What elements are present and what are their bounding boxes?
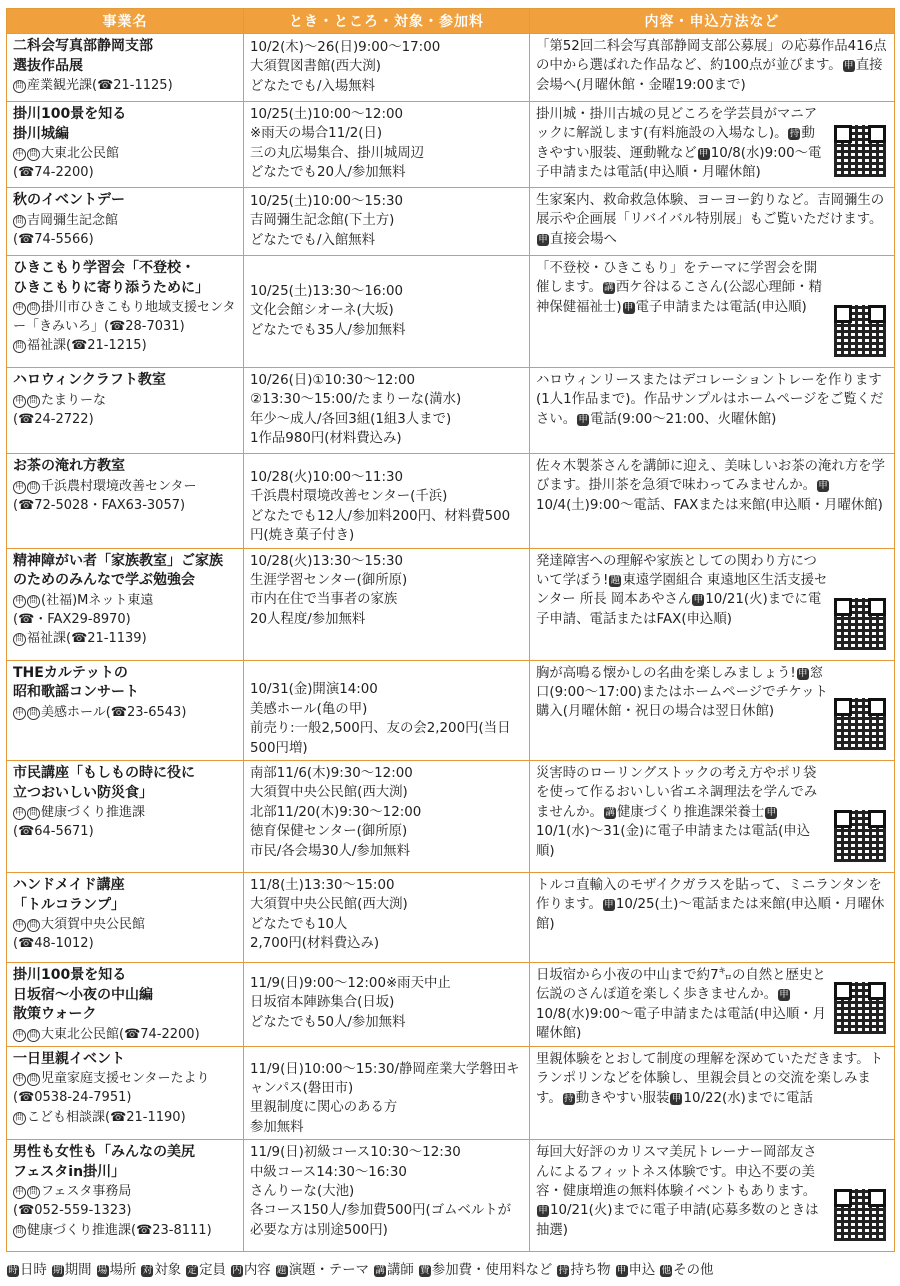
organizer-text: 健康づくり推進課(☎23-8111) — [27, 1222, 212, 1238]
organizer-line — [13, 1108, 237, 1127]
organizer-text: (☎48-1012) — [13, 936, 94, 952]
organizer-line — [13, 230, 237, 249]
qr-code-icon[interactable] — [834, 698, 886, 750]
event-name-cell — [7, 873, 244, 963]
info-line: どなたでも/入場無料 — [250, 78, 376, 94]
organizer-line — [13, 822, 237, 841]
event-name-cell — [7, 963, 244, 1047]
mark-apply-icon: 申 — [13, 481, 26, 494]
table-row — [7, 1140, 895, 1252]
organizer-line — [13, 803, 237, 822]
organizer-text: 吉岡彌生記念館 — [27, 212, 119, 228]
content-text: 10/8(水)9:00～電子申請または電話(申込順・月曜休館) — [536, 145, 822, 181]
mark-inquiry-icon: 問 — [27, 807, 40, 820]
organizer-line — [13, 1182, 237, 1201]
organizer-text: 大須賀中央公民館 — [41, 917, 146, 933]
legend-item — [230, 1263, 271, 1278]
event-title: フェスタin掛川」 — [13, 1163, 126, 1180]
content-text: 里親体験をとおして制度の理解を深めていただきます。トランポリンなどを体験し、里親会員との交流を楽しみます。 — [536, 1051, 884, 1106]
mark-inquiry-icon: 問 — [13, 633, 26, 646]
event-content-cell — [530, 873, 895, 963]
info-line: 徳育保健センター(御所原) — [250, 824, 408, 840]
content-text: 10/8(水)9:00～電子申請または電話(申込順・月曜休館) — [536, 1006, 827, 1042]
mark-apply-icon: 申 — [13, 1186, 26, 1199]
mark-申-icon: 申 — [818, 480, 828, 492]
mark-apply-icon: 申 — [13, 595, 26, 608]
legend-mark-icon: 対 — [142, 1265, 153, 1276]
legend-label: その他 — [673, 1263, 714, 1278]
legend-item — [96, 1263, 137, 1278]
content-text: 10/4(土)9:00～電話、FAXまたは来館(申込順・月曜休館) — [536, 497, 883, 513]
info-line: 美感ホール(亀の甲) — [250, 701, 368, 717]
content-text: 「第52回二科会写真部静岡支部公募展」の応募作品416点の中から選ばれた作品など、約100点が並びます。 — [536, 39, 887, 74]
mark-申-icon: 申 — [538, 233, 548, 245]
mark-inquiry-icon: 問 — [27, 302, 40, 315]
mark-inquiry-icon: 問 — [13, 80, 26, 93]
event-title: 「トルコランプ」 — [13, 896, 125, 913]
mark-apply-icon: 申 — [13, 1073, 26, 1086]
legend-label: 内容 — [243, 1263, 271, 1278]
qr-code-icon[interactable] — [834, 598, 886, 650]
content-text: 生家案内、救命救急体験、ヨーヨー釣りなど。吉岡彌生の展示や企画展「リバイバル特別展」もご覧いただけます。 — [536, 193, 885, 228]
info-line: 生涯学習センター(御所原) — [250, 572, 408, 588]
info-line: どなたでも20人/参加無料 — [250, 165, 406, 181]
info-line: 各コース150人/参加費500円(ゴムベルトが必要な方は別途500円) — [250, 1203, 512, 1238]
event-name-cell — [7, 548, 244, 660]
legend-label: 定員 — [199, 1263, 226, 1278]
event-title: 掛川100景を知る — [13, 106, 127, 122]
table-row — [7, 660, 895, 761]
table-row — [7, 1046, 895, 1140]
legend-mark-icon: 申 — [616, 1265, 627, 1276]
organizer-line — [13, 915, 237, 934]
organizer-line — [13, 629, 237, 648]
legend-label: 申込 — [628, 1263, 656, 1278]
content-text: 電子申請または電話(申込順) — [635, 299, 807, 315]
info-line: 大須賀図書館(西大渕) — [250, 59, 381, 75]
mark-申-icon: 申 — [693, 594, 704, 606]
table-row — [7, 256, 895, 368]
mark-申-icon: 申 — [578, 413, 588, 425]
content-text: 直接会場へ(月曜休館・金曜19:00まで) — [536, 58, 883, 93]
legend-label: 対象 — [154, 1263, 182, 1278]
organizer-text: (社福)Mネット東遠 — [41, 592, 154, 608]
event-info-cell — [244, 368, 530, 454]
event-info-cell — [244, 761, 530, 873]
organizer-line — [13, 211, 237, 230]
event-title: 日坂宿～小夜の中山編 — [13, 986, 153, 1003]
legend-label: 持ち物 — [570, 1263, 611, 1278]
legend-mark-icon: 持 — [558, 1265, 569, 1276]
organizer-text: たまりーな — [41, 392, 107, 408]
event-name-cell — [7, 454, 244, 549]
info-line: 11/9(日)初級コース10:30～12:30 — [250, 1145, 461, 1161]
info-line: 吉岡彌生記念館(下土方) — [250, 213, 395, 229]
mark-inquiry-icon: 問 — [27, 395, 40, 408]
legend — [6, 1262, 894, 1280]
legend-item — [275, 1263, 369, 1278]
qr-code-icon[interactable] — [834, 1189, 886, 1241]
event-info-cell — [244, 34, 530, 102]
table-row — [7, 761, 895, 873]
legend-label: 演題・テーマ — [288, 1263, 370, 1278]
table-row — [7, 963, 895, 1047]
mark-申-icon: 申 — [623, 301, 634, 313]
legend-mark-icon: 時 — [8, 1265, 18, 1276]
content-text: 発達障害への理解や家族としての関わり方について学ぼう! — [536, 553, 817, 588]
mark-申-icon: 申 — [698, 147, 709, 159]
event-content-cell — [530, 548, 895, 660]
organizer-line — [13, 410, 237, 429]
legend-item — [373, 1263, 414, 1278]
event-info-cell — [244, 1046, 530, 1140]
info-line: 10/25(土)10:00～12:00 — [250, 107, 403, 122]
header-content: 内容・申込方法など — [530, 9, 895, 34]
mark-inquiry-icon: 問 — [27, 148, 40, 161]
mark-inquiry-icon: 問 — [27, 481, 40, 494]
organizer-line — [13, 144, 237, 163]
event-content-cell — [530, 188, 895, 256]
info-line: 20人程度/参加無料 — [250, 611, 366, 627]
mark-apply-icon: 申 — [13, 707, 26, 720]
qr-code-icon[interactable] — [834, 810, 886, 862]
qr-code-icon[interactable] — [834, 125, 886, 177]
event-name-cell — [7, 256, 244, 368]
organizer-line — [13, 934, 237, 953]
event-content-cell — [530, 963, 895, 1047]
legend-item — [51, 1263, 92, 1278]
mark-申-icon: 申 — [766, 806, 776, 818]
event-title: ひきこもりに寄り添うために」 — [13, 279, 209, 296]
mark-申-icon: 申 — [779, 989, 789, 1001]
content-text: 動きやすい服装 — [575, 1090, 670, 1106]
event-info-cell — [244, 1140, 530, 1252]
mark-apply-icon: 申 — [13, 919, 26, 932]
table-row — [7, 102, 895, 188]
info-line: さんりーな(大池) — [250, 1184, 355, 1200]
organizer-line — [13, 336, 237, 355]
info-line: 10/2(木)～26(日)9:00～17:00 — [250, 39, 441, 55]
mark-申-icon: 申 — [798, 667, 808, 679]
mark-inquiry-icon: 問 — [13, 1225, 26, 1238]
info-line: 前売り:一般2,500円、友の会2,200円(当日500円増) — [250, 721, 511, 756]
content-text: 西ケ谷はるこさん(公認心理師・精神保健福祉士) — [536, 280, 822, 315]
mark-持-icon: 持 — [563, 1092, 574, 1104]
organizer-text: (☎64-5671) — [13, 824, 94, 840]
legend-item — [418, 1263, 553, 1278]
legend-mark-icon: 内 — [232, 1265, 242, 1276]
mark-apply-icon: 申 — [13, 395, 26, 408]
info-line: 10/28(火)13:30～15:30 — [250, 553, 403, 569]
organizer-line — [13, 1025, 237, 1044]
content-text: 直接会場へ — [550, 231, 617, 247]
event-title: 立つおいしい防災食」 — [13, 784, 153, 801]
content-text: 動きやすい服装、運動靴など — [536, 126, 815, 161]
content-text: トルコ直輸入のモザイクガラスを貼って、ミニランタンを作ります。 — [536, 878, 882, 913]
event-title: 選抜作品展 — [13, 57, 83, 74]
organizer-line — [13, 591, 237, 610]
mark-inquiry-icon: 問 — [13, 340, 26, 353]
event-title: 昭和歌謡コンサート — [13, 684, 139, 701]
info-line: 10/31(金)開演14:00 — [250, 682, 378, 698]
qr-code-icon[interactable] — [834, 982, 886, 1034]
organizer-text: (☎24-2722) — [13, 411, 94, 427]
mark-inquiry-icon: 問 — [27, 595, 40, 608]
legend-mark-icon: 費 — [420, 1265, 430, 1276]
organizer-text: 大東北公民館(☎74-2200) — [41, 1026, 200, 1042]
table-row — [7, 188, 895, 256]
event-content-cell — [530, 761, 895, 873]
organizer-text: フェスタ事務局 — [41, 1184, 132, 1200]
content-text: ハロウィンリースまたはデコレーショントレーを作ります(1人1作品まで)。作品サンプルはホームページをご覧ください。 — [536, 373, 884, 427]
event-name-cell — [7, 660, 244, 761]
mark-inquiry-icon: 問 — [13, 1112, 26, 1125]
organizer-line — [13, 1201, 237, 1220]
event-title: 二科会写真部静岡支部 — [13, 38, 153, 54]
mark-apply-icon: 申 — [13, 807, 26, 820]
info-line: 参加無料 — [250, 1119, 304, 1135]
event-name-cell — [7, 761, 244, 873]
event-info-cell — [244, 873, 530, 963]
info-line: 1作品980円(材料費込み) — [250, 431, 402, 447]
mark-inquiry-icon: 問 — [27, 707, 40, 720]
organizer-line — [13, 496, 237, 515]
event-info-cell — [244, 454, 530, 549]
legend-item — [615, 1263, 656, 1278]
content-text: 胸が高鳴る懐かしの名曲を楽しみましょう! — [536, 665, 796, 681]
organizer-line — [13, 298, 237, 336]
event-name-cell — [7, 102, 244, 188]
mark-講-icon: 講 — [605, 806, 615, 818]
event-content-cell — [530, 454, 895, 549]
event-title: 散策ウォーク — [13, 1006, 97, 1023]
legend-mark-icon: 定 — [187, 1265, 197, 1276]
info-line: 文化会館シオーネ(大坂) — [250, 303, 394, 319]
event-title: のためのみんなで学ぶ勉強会 — [13, 572, 195, 589]
organizer-line — [13, 1221, 237, 1240]
event-info-cell — [244, 256, 530, 368]
table-row — [7, 873, 895, 963]
event-content-cell — [530, 34, 895, 102]
info-line: 10/25(土)13:30～16:00 — [250, 283, 403, 299]
event-title: 掛川100景を知る — [13, 967, 127, 984]
info-line: 年少～成人/各回3組(1組3人まで) — [250, 411, 452, 427]
mark-inquiry-icon: 問 — [27, 919, 40, 932]
info-line: 10/26(日)①10:30～12:00 — [250, 373, 416, 388]
event-title: 市民講座「もしもの時に役に — [13, 765, 195, 782]
content-text: 災害時のローリングストックの考え方やポリ袋を使って作るおいしい省エネ調理法を学んでみませんか。 — [536, 766, 818, 820]
info-line: 中級コース14:30～16:30 — [250, 1164, 407, 1180]
event-title: THEカルテットの — [13, 664, 128, 681]
legend-label: 日時 — [20, 1263, 47, 1278]
content-text: 10/21(火)までに電子申請(応募多数のときは抽選) — [536, 1203, 819, 1238]
table-row — [7, 368, 895, 454]
mark-inquiry-icon: 問 — [27, 1073, 40, 1086]
event-title: ひきこもり学習会「不登校・ — [13, 260, 195, 276]
legend-mark-icon: 講 — [375, 1265, 385, 1276]
content-text: 「不登校・ひきこもり」をテーマに学習会を開催します。 — [536, 261, 818, 296]
event-content-cell — [530, 102, 895, 188]
info-line: 市民/各会場30人/参加無料 — [250, 843, 410, 859]
mark-題-icon: 題 — [610, 574, 621, 586]
organizer-text: 千浜農村環境改善センター — [41, 478, 197, 494]
info-line: ※雨天の場合11/2(日) — [250, 126, 383, 142]
organizer-text: (☎052-559-1323) — [13, 1203, 132, 1219]
organizer-line — [13, 477, 237, 496]
table-body — [7, 34, 895, 1252]
organizer-line — [13, 391, 237, 410]
event-name-cell — [7, 368, 244, 454]
info-line: 市内在住で当事者の家族 — [250, 592, 398, 608]
content-text: 窓口(9:00～17:00)またはホームページでチケット購入(月曜休館・祝日の場合は翌日休館) — [536, 665, 828, 720]
legend-mark-icon: 期 — [53, 1265, 63, 1276]
organizer-line — [13, 1069, 237, 1107]
content-text: 掛川城・掛川古城の見どころを学芸員がマニアックに解説します(有料施設の入場なし)。 — [536, 107, 818, 142]
info-line: 里親制度に関心のある方 — [250, 1100, 398, 1116]
info-line: 大須賀中央公民館(西大渕) — [250, 785, 408, 801]
table-row — [7, 34, 895, 102]
event-title: ハロウィンクラフト教室 — [13, 372, 166, 388]
legend-item — [556, 1263, 610, 1278]
event-content-cell — [530, 368, 895, 454]
organizer-line — [13, 703, 237, 722]
mark-申-icon: 申 — [843, 60, 854, 72]
event-name-cell — [7, 34, 244, 102]
table-header — [7, 9, 895, 34]
event-info-cell — [244, 548, 530, 660]
table-row — [7, 548, 895, 660]
content-text: 佐々木製茶さんを講師に迎え、美味しいお茶の淹れ方を学びます。掛川茶を急須で味わってみませんか。 — [536, 459, 885, 494]
content-text: 10/1(水)～31(金)に電子申請または電話(申込順) — [536, 824, 811, 859]
info-line: 10/25(土)10:00～15:30 — [250, 193, 403, 209]
content-text: 10/22(水)までに電話 — [683, 1090, 813, 1106]
mark-申-icon: 申 — [604, 899, 614, 911]
event-info-cell — [244, 963, 530, 1047]
info-line: どなたでも35人/参加無料 — [250, 322, 406, 338]
info-line: どなたでも10人 — [250, 916, 348, 932]
event-name-cell — [7, 188, 244, 256]
legend-label: 期間 — [64, 1263, 92, 1278]
legend-item — [185, 1263, 226, 1278]
info-line: 11/9(日)10:00～15:30/静岡産業大学磐田キャンパス(磐田市) — [250, 1061, 520, 1097]
mark-apply-icon: 申 — [13, 302, 26, 315]
event-title: 秋のイベントデー — [13, 192, 125, 208]
organizer-text: 掛川市ひきこもり地域支援センター「きみいろ」(☎28-7031) — [13, 300, 236, 335]
event-title: 精神障がい者「家族教室」ご家族 — [13, 552, 223, 569]
info-line: どなたでも12人/参加料200円、材料費500円(焼き菓子付き) — [250, 508, 511, 544]
event-title: ハンドメイド講座 — [13, 877, 125, 894]
event-info-cell — [244, 188, 530, 256]
event-title: 掛川城編 — [13, 125, 69, 142]
legend-label: 参加費・使用料など — [431, 1263, 553, 1278]
info-line: 11/9(日)9:00～12:00※雨天中止 — [250, 975, 451, 991]
content-text: 10/25(土)～電話または来館(申込順・月曜休館) — [536, 897, 885, 932]
legend-mark-icon: 場 — [97, 1265, 108, 1276]
table-row — [7, 454, 895, 549]
mark-持-icon: 持 — [789, 128, 800, 140]
info-line: 千浜農村環境改善センター(千浜) — [250, 489, 448, 505]
legend-mark-icon: 題 — [276, 1265, 287, 1276]
organizer-text: 産業観光課(☎21-1125) — [27, 78, 173, 93]
info-line: ②13:30～15:00/たまりーな(満水) — [250, 392, 462, 408]
info-line: どなたでも/入館無料 — [250, 232, 376, 248]
content-text: 毎回大好評のカリスマ美尻トレーナー岡部友さんによるフィットネス体験です。申込不要の美容・健康増進の無料体験イベントもあります。 — [536, 1145, 817, 1200]
mark-講-icon: 講 — [604, 282, 614, 294]
organizer-text: 美感ホール(☎23-6543) — [41, 704, 187, 720]
legend-mark-icon: 他 — [661, 1265, 672, 1276]
mark-inquiry-icon: 問 — [27, 1186, 40, 1199]
content-text: 電話(9:00～21:00、火曜休館) — [590, 411, 777, 427]
header-event-name: 事業名 — [7, 9, 244, 34]
legend-item — [659, 1263, 713, 1278]
mark-inquiry-icon: 問 — [27, 1029, 40, 1042]
event-name-cell — [7, 1140, 244, 1252]
info-line: 2,700円(材料費込み) — [250, 936, 380, 952]
event-info-cell — [244, 660, 530, 761]
organizer-text: (☎74-5566) — [13, 231, 94, 247]
info-line: 南部11/6(木)9:30～12:00 — [250, 766, 413, 782]
info-line: 日坂宿本陣跡集合(日坂) — [250, 995, 395, 1011]
content-text: 東遠学園組合 東遠地区生活支援センター 所長 岡本あやさん — [536, 572, 828, 608]
qr-code-icon[interactable] — [834, 305, 886, 357]
mark-申-icon: 申 — [538, 1205, 548, 1217]
organizer-line — [13, 610, 237, 629]
organizer-line — [13, 76, 237, 95]
legend-item — [140, 1263, 181, 1278]
organizer-text: 健康づくり推進課 — [41, 805, 146, 821]
content-text: 10/21(火)までに電子申請、電話またはFAX(申込順) — [536, 592, 822, 627]
info-line: どなたでも50人/参加無料 — [250, 1014, 406, 1030]
event-content-cell — [530, 1140, 895, 1252]
event-title: 一日里親イベント — [13, 1050, 125, 1067]
legend-item — [6, 1263, 47, 1278]
organizer-text: (☎74-2200) — [13, 165, 94, 181]
info-line: 大須賀中央公民館(西大渕) — [250, 897, 408, 913]
event-info-cell — [244, 102, 530, 188]
mark-inquiry-icon: 問 — [13, 215, 26, 228]
event-content-cell — [530, 256, 895, 368]
organizer-text: (☎72-5028・FAX63-3057) — [13, 497, 186, 513]
mark-申-icon: 申 — [671, 1092, 682, 1104]
organizer-text: (☎・FAX29-8970) — [13, 611, 131, 627]
mark-apply-icon: 申 — [13, 148, 26, 161]
events-table — [6, 8, 895, 1252]
content-text: 日坂宿から小夜の中山まで約7㌔の自然と歴史と伝説のさんぽ道を楽しく歩きませんか。 — [536, 968, 826, 1003]
info-line: 11/8(土)13:30～15:00 — [250, 878, 395, 894]
organizer-text: 大東北公民館 — [41, 146, 120, 161]
event-content-cell — [530, 1046, 895, 1140]
info-line: 北部11/20(木)9:30～12:00 — [250, 804, 422, 820]
legend-label: 場所 — [109, 1263, 137, 1278]
organizer-text: 児童家庭支援センターたより(☎0538-24-7951) — [13, 1071, 210, 1106]
organizer-text: 福祉課(☎21-1215) — [27, 338, 147, 354]
info-line: 10/28(火)10:00～11:30 — [250, 469, 403, 485]
event-title: 男性も女性も「みんなの美尻 — [13, 1144, 195, 1161]
organizer-line — [13, 163, 237, 182]
organizer-text: 福祉課(☎21-1139) — [27, 630, 147, 646]
event-content-cell — [530, 660, 895, 761]
info-line: 三の丸広場集合、掛川城周辺 — [250, 145, 425, 161]
event-title: お茶の淹れ方教室 — [13, 458, 125, 474]
content-text: 健康づくり推進課栄養士 — [616, 804, 765, 820]
organizer-text: こども相談課(☎21-1190) — [27, 1109, 186, 1125]
legend-label: 講師 — [387, 1263, 414, 1278]
event-name-cell — [7, 1046, 244, 1140]
mark-apply-icon: 申 — [13, 1029, 26, 1042]
header-when-where: とき・ところ・対象・参加料 — [244, 9, 530, 34]
